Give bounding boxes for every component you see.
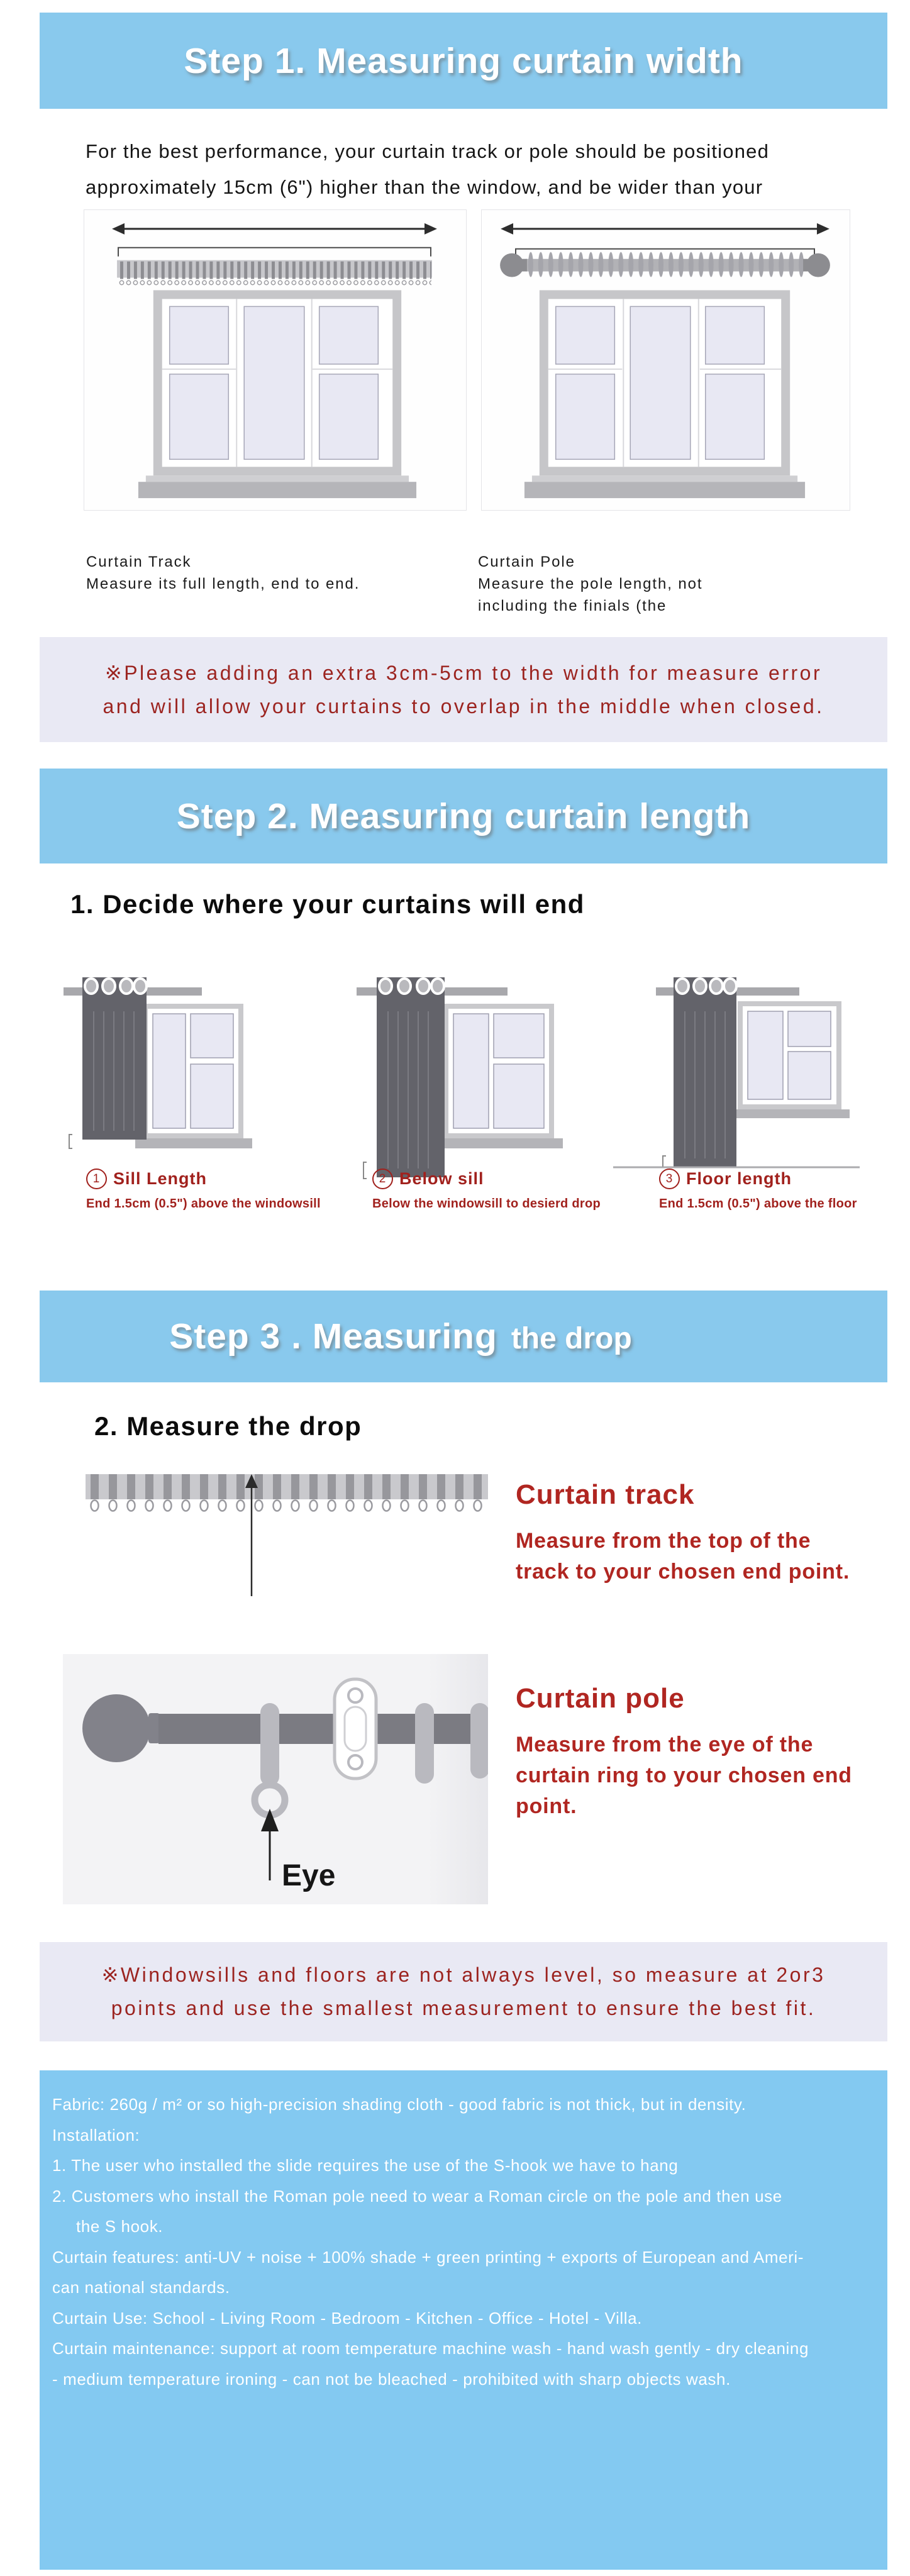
curtain-pole-caption	[478, 551, 702, 617]
info-line-installation: Installation:	[52, 2125, 140, 2145]
window-icon	[138, 290, 416, 498]
width-arrow-icon	[112, 223, 437, 235]
eye-label: Eye	[282, 1859, 336, 1892]
curtain-track-instructions	[516, 1479, 850, 1587]
pole-eye-illustration	[63, 1654, 488, 1904]
step1-header-banner	[40, 13, 887, 109]
pole-window-illustration	[482, 210, 848, 509]
pole-line-2: curtain ring to your chosen end	[516, 1763, 852, 1787]
info-line-install-1: 1. The user who installed the slide requires the use of the S-hook we have to hang	[52, 2156, 679, 2175]
step3-header-banner	[40, 1291, 887, 1382]
step2-subheading: 1. Decide where your curtains will end	[70, 889, 585, 919]
pole-caption-line-1: Measure the pole length, not	[478, 575, 703, 592]
track-line-1: Measure from the top of the	[516, 1529, 811, 1553]
info-line-features-2: can national standards.	[52, 2278, 230, 2297]
option1-title	[86, 1169, 321, 1189]
pole-instruction-lines	[516, 1729, 852, 1822]
pole-drop-diagram	[63, 1654, 488, 1904]
width-measure-note	[40, 637, 887, 742]
curtain-icon	[674, 977, 736, 1167]
note2-line-1: ※Windowsills and floors are not always level, so measure at 2or3	[101, 1963, 826, 1986]
width-arrow-icon	[501, 223, 830, 235]
note2-line-2: points and use the smallest measurement to ensure the best fit.	[111, 1997, 816, 2019]
window-icon	[524, 290, 805, 498]
curtain-pole-window-diagram	[481, 209, 850, 511]
note1-line-1: ※Please adding an extra 3cm-5cm to the width for measure error	[104, 661, 823, 684]
eye-arrow-icon	[261, 1809, 279, 1880]
track-line-2: track to your chosen end point.	[516, 1560, 850, 1584]
track-caption-line: Measure its full length, end to end.	[86, 575, 360, 592]
below-sill-caption	[372, 1169, 601, 1211]
step3-title-sub: the drop	[511, 1322, 632, 1355]
step2-header-banner	[40, 769, 887, 863]
floor-length-caption	[659, 1169, 857, 1211]
measure-mark-icon	[363, 1162, 367, 1179]
option3-number-icon: 3	[659, 1169, 680, 1189]
option1-title-text: Sill Length	[113, 1169, 207, 1188]
pole-caption-title: Curtain Pole	[478, 553, 575, 570]
option3-desc: End 1.5cm (0.5") above the floor	[659, 1197, 857, 1211]
measure-mark-icon	[69, 1135, 72, 1148]
track-instruction-title: Curtain track	[516, 1479, 695, 1510]
curtain-icon	[82, 977, 147, 1140]
step1-intro-paragraph	[86, 133, 865, 205]
curtain-pole-instructions	[516, 1683, 852, 1822]
level-measure-note	[40, 1942, 887, 2041]
intro-line-1: For the best performance, your curtain track or pole should be positioned	[86, 140, 770, 162]
window-icon	[730, 1001, 850, 1118]
step3-title	[169, 1316, 632, 1357]
measure-bracket-icon	[118, 248, 431, 257]
track-caption-title: Curtain Track	[86, 553, 192, 570]
window-icon	[135, 1004, 252, 1148]
info-line-fabric: Fabric: 260g / m² or so high-precision shading cloth - good fabric is not thick, but in density.	[52, 2095, 746, 2114]
option2-title-text: Below sill	[399, 1169, 484, 1188]
option1-desc: End 1.5cm (0.5") above the windowsill	[86, 1197, 321, 1211]
bracket-plate-icon	[335, 1679, 376, 1779]
floor-length-diagram	[601, 948, 871, 1181]
step1-title: Step 1. Measuring curtain width	[184, 40, 743, 81]
curtain-track-window-diagram	[84, 209, 467, 511]
pole-caption-line-2: including the finials (the	[478, 597, 667, 614]
option3-title	[659, 1169, 857, 1189]
curtain-ring-icon	[470, 1703, 488, 1779]
curtain-track-icon	[117, 260, 432, 288]
step3-subheading: 2. Measure the drop	[94, 1411, 362, 1441]
track-instruction-lines	[516, 1526, 850, 1587]
pole-line-1: Measure from the eye of the	[516, 1733, 814, 1757]
measure-mark-icon	[663, 1156, 666, 1167]
curtain-ring-icon	[415, 1703, 434, 1784]
option2-title	[372, 1169, 601, 1189]
option2-desc: Below the windowsill to desierd drop	[372, 1197, 601, 1211]
step3-title-main: Step 3 . Measuring	[169, 1316, 497, 1357]
curtain-icon	[377, 977, 445, 1177]
info-line-maintenance-2: - medium temperature ironing - can not be bleached - prohibited with sharp objects wash.	[52, 2369, 731, 2389]
window-icon	[436, 1004, 563, 1148]
curtain-track-caption	[86, 551, 360, 595]
curtain-track-icon	[86, 1470, 488, 1512]
sill-length-caption	[86, 1169, 321, 1211]
below-sill-diagram	[355, 948, 575, 1181]
info-line-maintenance: Curtain maintenance: support at room temperature machine wash - hand wash gently - dry cleaning	[52, 2339, 809, 2358]
option2-number-icon: 2	[372, 1169, 393, 1189]
curtain-pole-icon	[500, 252, 830, 278]
info-line-install-2b: the S hook.	[76, 2217, 164, 2236]
track-window-illustration	[84, 210, 465, 509]
note1-line-2: and will allow your curtains to overlap in the middle when closed.	[103, 694, 824, 718]
step2-title: Step 2. Measuring curtain length	[176, 796, 751, 836]
product-info-box	[40, 2070, 887, 2570]
option3-title-text: Floor length	[686, 1169, 792, 1188]
intro-line-2: approximately 15cm (6") higher than the window, and be wider than your	[86, 176, 763, 198]
sill-length-diagram	[60, 948, 255, 1181]
info-line-install-2: 2. Customers who install the Roman pole need to wear a Roman circle on the pole and then use	[52, 2186, 782, 2206]
info-line-use: Curtain Use: School - Living Room - Bedroom - Kitchen - Office - Hotel - Villa.	[52, 2308, 643, 2328]
pole-instruction-title: Curtain pole	[516, 1683, 685, 1714]
info-line-features: Curtain features: anti-UV + noise + 100% shade + green printing + exports of European and Ameri-	[52, 2247, 804, 2267]
option1-number-icon: 1	[86, 1169, 107, 1189]
pole-line-3: point.	[516, 1794, 577, 1818]
track-drop-diagram	[86, 1470, 488, 1599]
